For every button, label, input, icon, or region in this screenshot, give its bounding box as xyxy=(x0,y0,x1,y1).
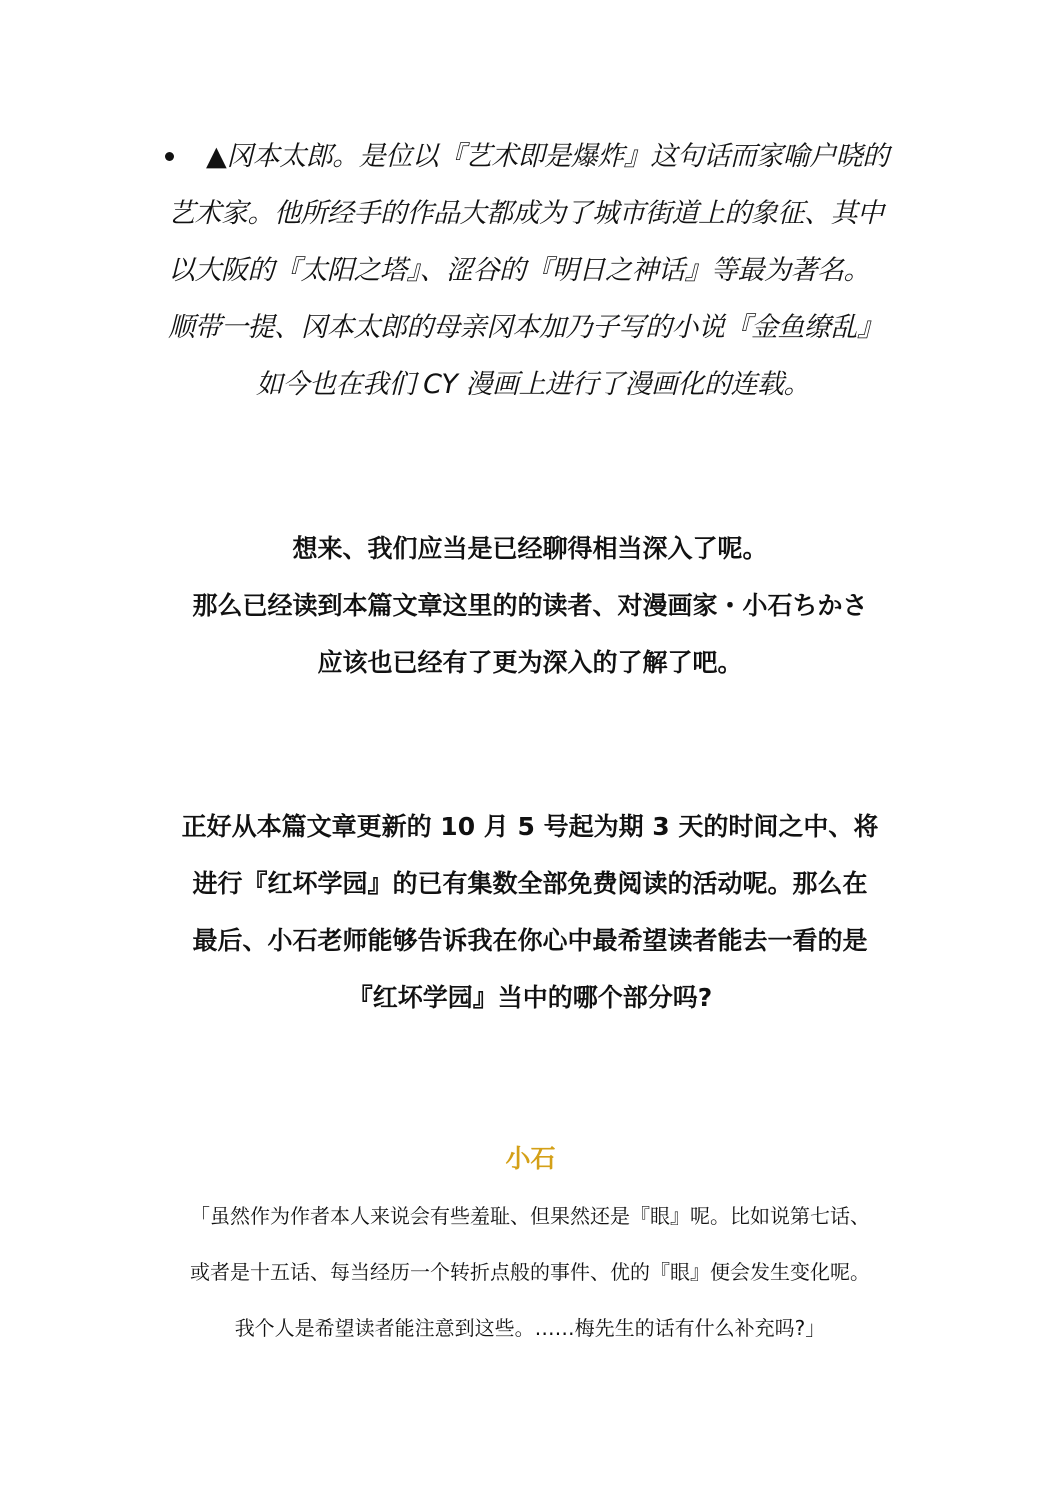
answer-line: 或者是十五话、每当经历一个转折点般的事件、优的『眼』便会发生变化呢。 xyxy=(190,1260,870,1284)
intro-line: 应该也已经有了更为深入的了解了吧。 xyxy=(317,648,743,677)
caption-line: 以大阪的『太阳之塔』、涩谷的『明日之神话』等最为著名。 xyxy=(168,255,870,286)
question-line: 最后、小石老师能够告诉我在你心中最希望读者能去一看的是 xyxy=(192,926,868,955)
bullet-icon xyxy=(165,152,174,161)
caption-line: ▲冈本太郎。是位以『艺术即是爆炸』这句话而家喻户晓的 xyxy=(206,141,889,172)
speaker-name: 小石 xyxy=(505,1144,556,1173)
question-line: 进行『红坏学园』的已有集数全部免费阅读的活动呢。那么在 xyxy=(192,869,868,898)
image-caption xyxy=(168,128,898,413)
interviewer-intro xyxy=(130,520,930,691)
question-line: 『红坏学园』当中的哪个部分吗? xyxy=(347,983,713,1012)
answer-line: 「虽然作为作者本人来说会有些羞耻、但果然还是『眼』呢。比如说第七话、 xyxy=(190,1204,870,1228)
speaker-answer xyxy=(130,1188,930,1356)
intro-line: 想来、我们应当是已经聊得相当深入了呢。 xyxy=(292,534,768,563)
caption-line: 如今也在我们 CY 漫画上进行了漫画化的连载。 xyxy=(255,369,810,400)
intro-line: 那么已经读到本篇文章这里的的读者、对漫画家・小石ちかさ xyxy=(192,591,868,620)
question-line: 正好从本篇文章更新的 10 月 5 号起为期 3 天的时间之中、将 xyxy=(181,812,879,841)
answer-line: 我个人是希望读者能注意到这些。……梅先生的话有什么补充吗?」 xyxy=(234,1316,826,1340)
caption-line: 艺术家。他所经手的作品大都成为了城市街道上的象征、其中 xyxy=(168,198,884,229)
interviewer-question xyxy=(130,798,930,1026)
caption-line: 顺带一提、冈本太郎的母亲冈本加乃子写的小说『金鱼缭乱』 xyxy=(168,312,884,343)
